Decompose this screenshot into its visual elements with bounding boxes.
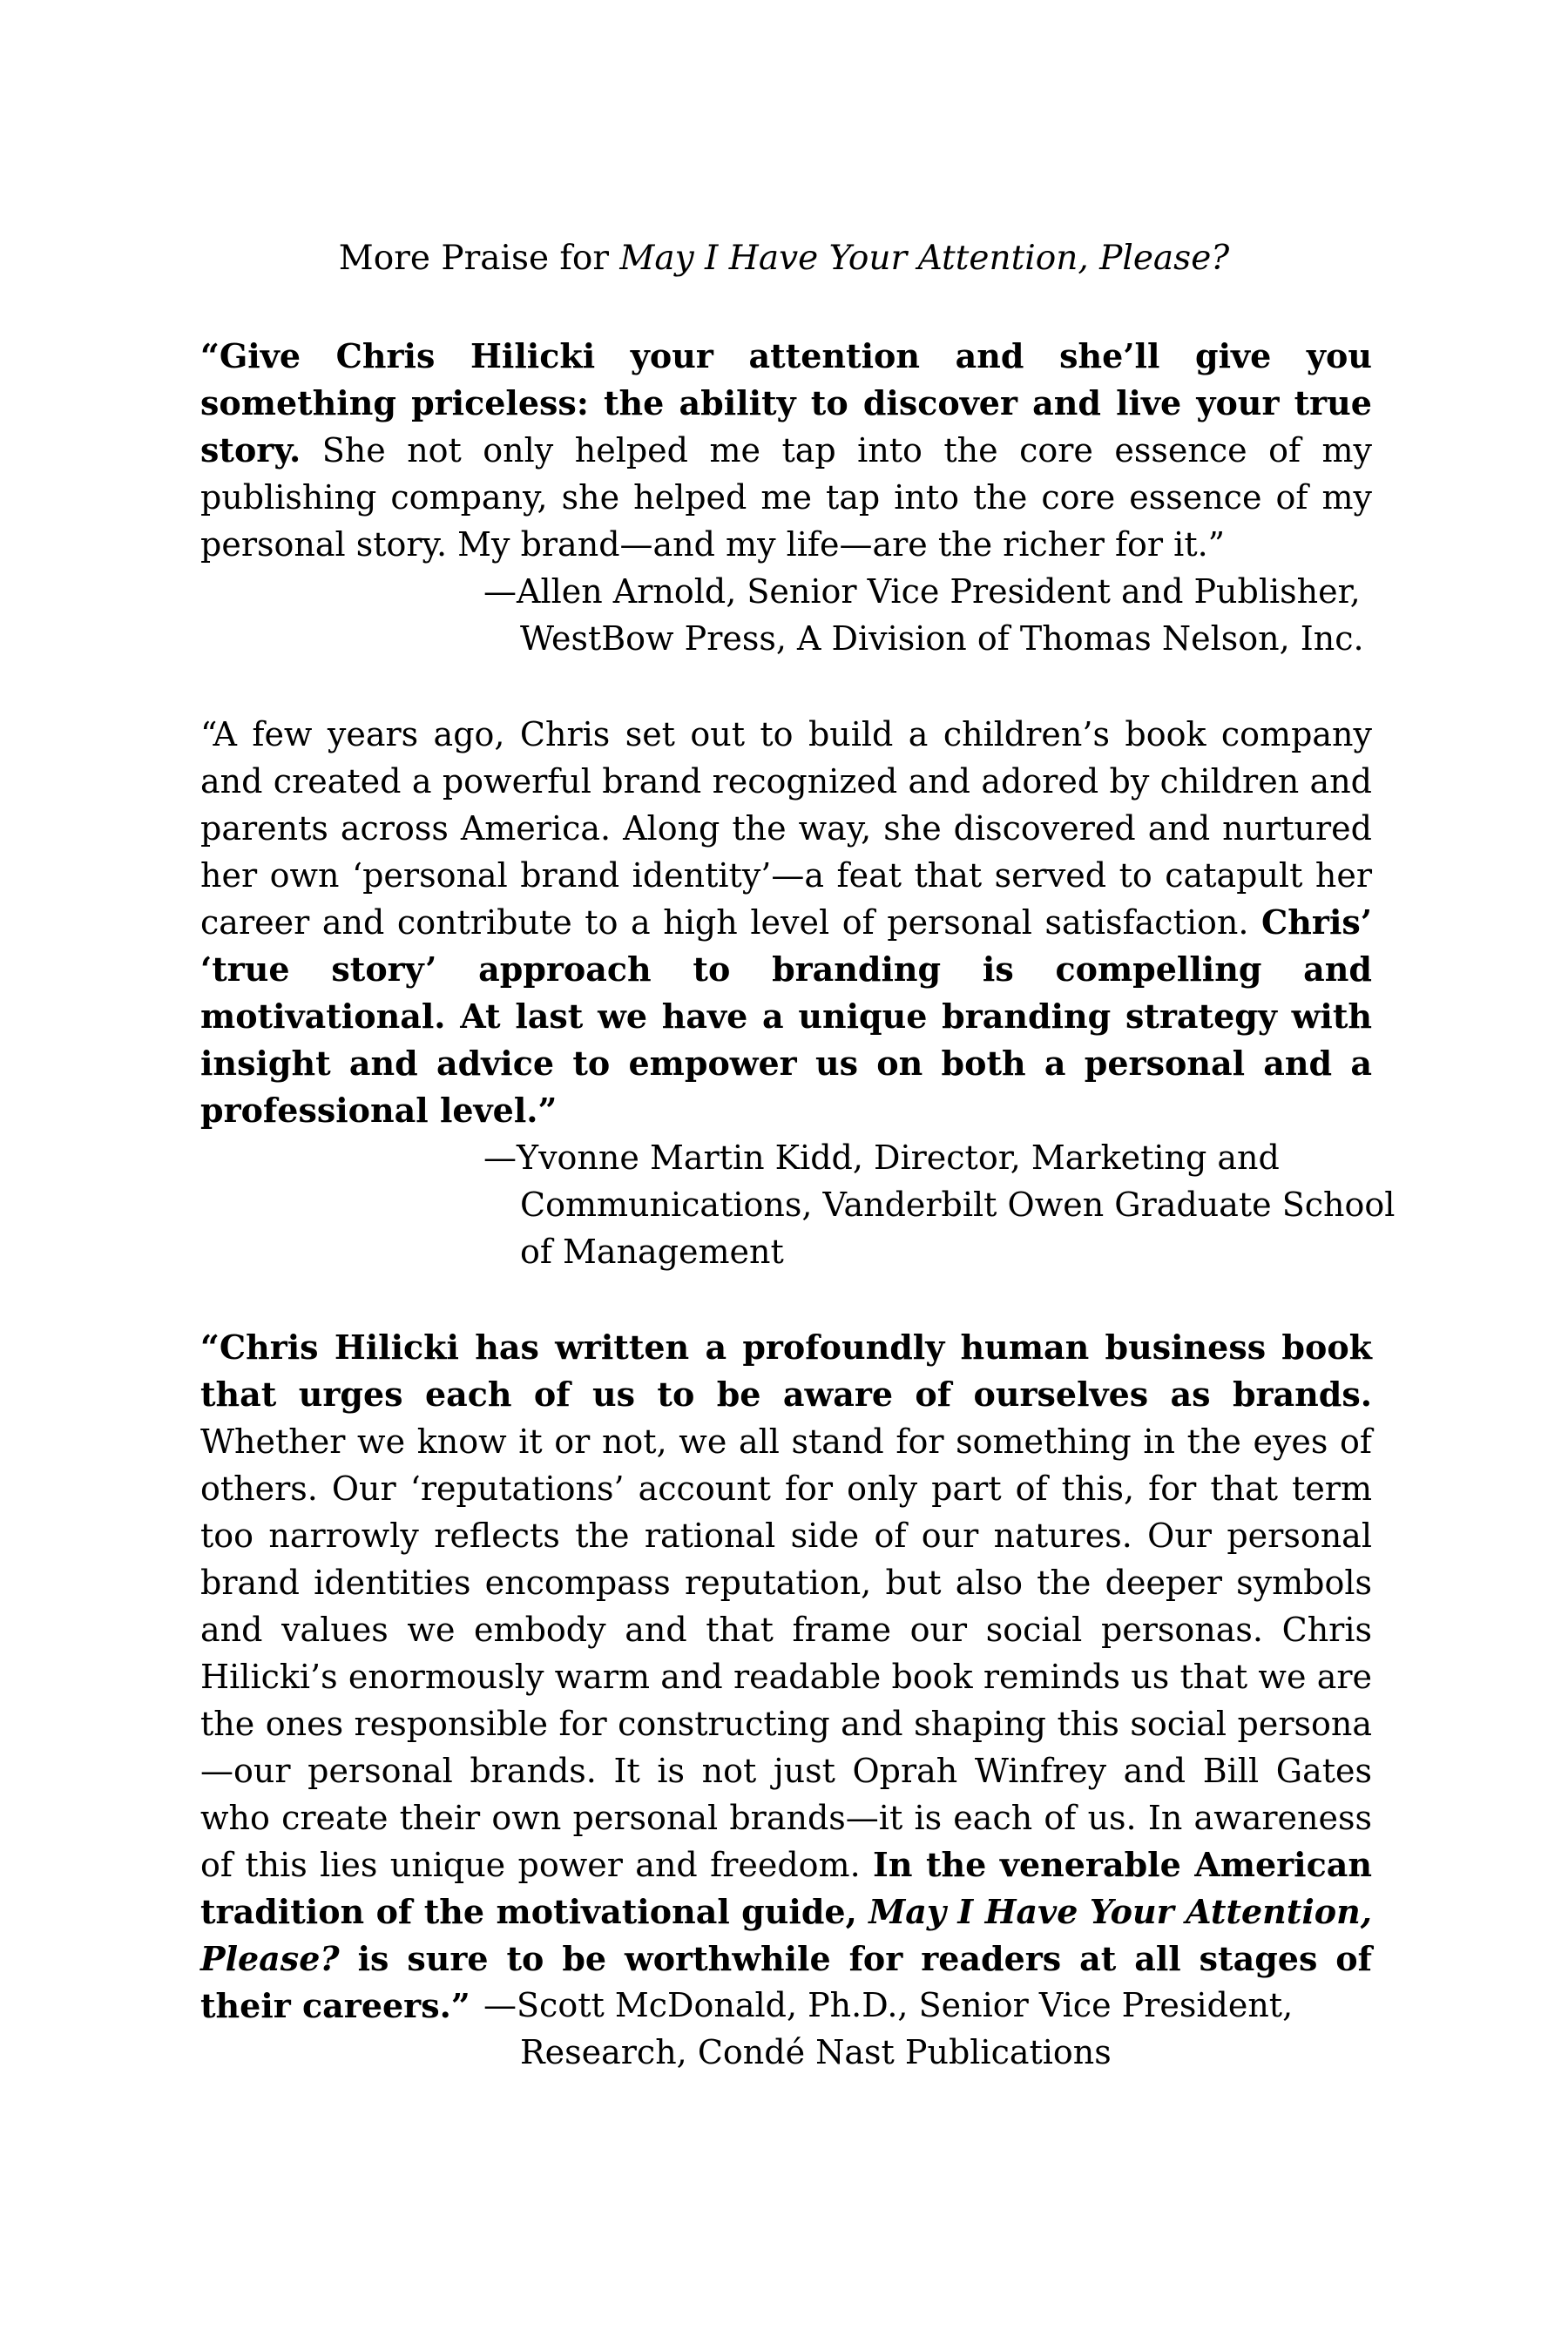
heading-book-title: May I Have Your Attention, Please? <box>619 239 1230 278</box>
testimonial-3-book-title: May I Have Your Attention, Please? <box>200 1892 1373 1978</box>
page-heading <box>0 235 1568 282</box>
heading-prefix: More Praise for <box>338 239 620 278</box>
testimonial-1-body: She not only helped me tap into the core essence of my publishing company, she helped me tap into the core essence of my personal story. My brand—and my life—are the richer for it.” <box>200 431 1372 564</box>
testimonial-3-bold-tail-a: In the venerable American tradition of the motivational guide, <box>200 1845 1372 1931</box>
testimonial-2-quote <box>200 711 1372 1134</box>
testimonial-3-bold-lead: “Chris Hilicki has written a profoundly human business book that urges each of us to be aware of ourselves as brands. <box>200 1328 1372 1414</box>
testimonial-1-bold-lead: “Give Chris Hilicki your attention and she’ll give you something priceless: the ability to discover and live your true story. <box>200 336 1372 470</box>
testimonial-1-quote <box>200 333 1372 568</box>
testimonial-3-body: Whether we know it or not, we all stand for something in the eyes of others. Our ‘reputations’ account for only part of this, for that term too narrowly reflects the rational side of our natures. Our personal brand identities encompass reputation, but also the deeper symbols and values we embody and that frame our social personas. Chris Hilicki’s enormously warm and readable book reminds us that we are the ones responsible for constructing and shaping this social persona—our personal brands. It is not just Oprah Winfrey and Bill Gates who create their own personal brands—it is each of us. In awareness of this lies unique power and freedom. <box>200 1422 1372 1884</box>
testimonial-3-bold-tail-b: is sure to be worthwhile for readers at all stages of their careers.” <box>200 1939 1372 2025</box>
testimonial-2-attribution: —Yvonne Martin Kidd, Director, Marketing and Communications, Vanderbilt Owen Graduate School of Management <box>483 1138 1396 1271</box>
testimonial-2-bold-tail: Chris’ ‘true story’ approach to branding is compelling and motivational. At last we have a unique branding strategy with insight and advice to empower us on both a personal and a professional level.” <box>200 902 1372 1130</box>
testimonial-1-attribution: —Allen Arnold, Senior Vice President and Publisher, WestBow Press, A Division of Thomas Nelson, Inc. <box>483 572 1364 658</box>
testimonial-2-body: “A few years ago, Chris set out to build a children’s book company and created a powerful brand recognized and adored by children and parents across America. Along the way, she discovered and nurtured her own ‘personal brand identity’—a feat that served to catapult her career and contribute to a high level of personal satisfaction. <box>200 715 1372 942</box>
testimonial-3-attribution: —Scott McDonald, Ph.D., Senior Vice President, Research, Condé Nast Publications <box>483 1986 1294 2071</box>
testimonial-3-quote <box>200 1324 1372 2030</box>
